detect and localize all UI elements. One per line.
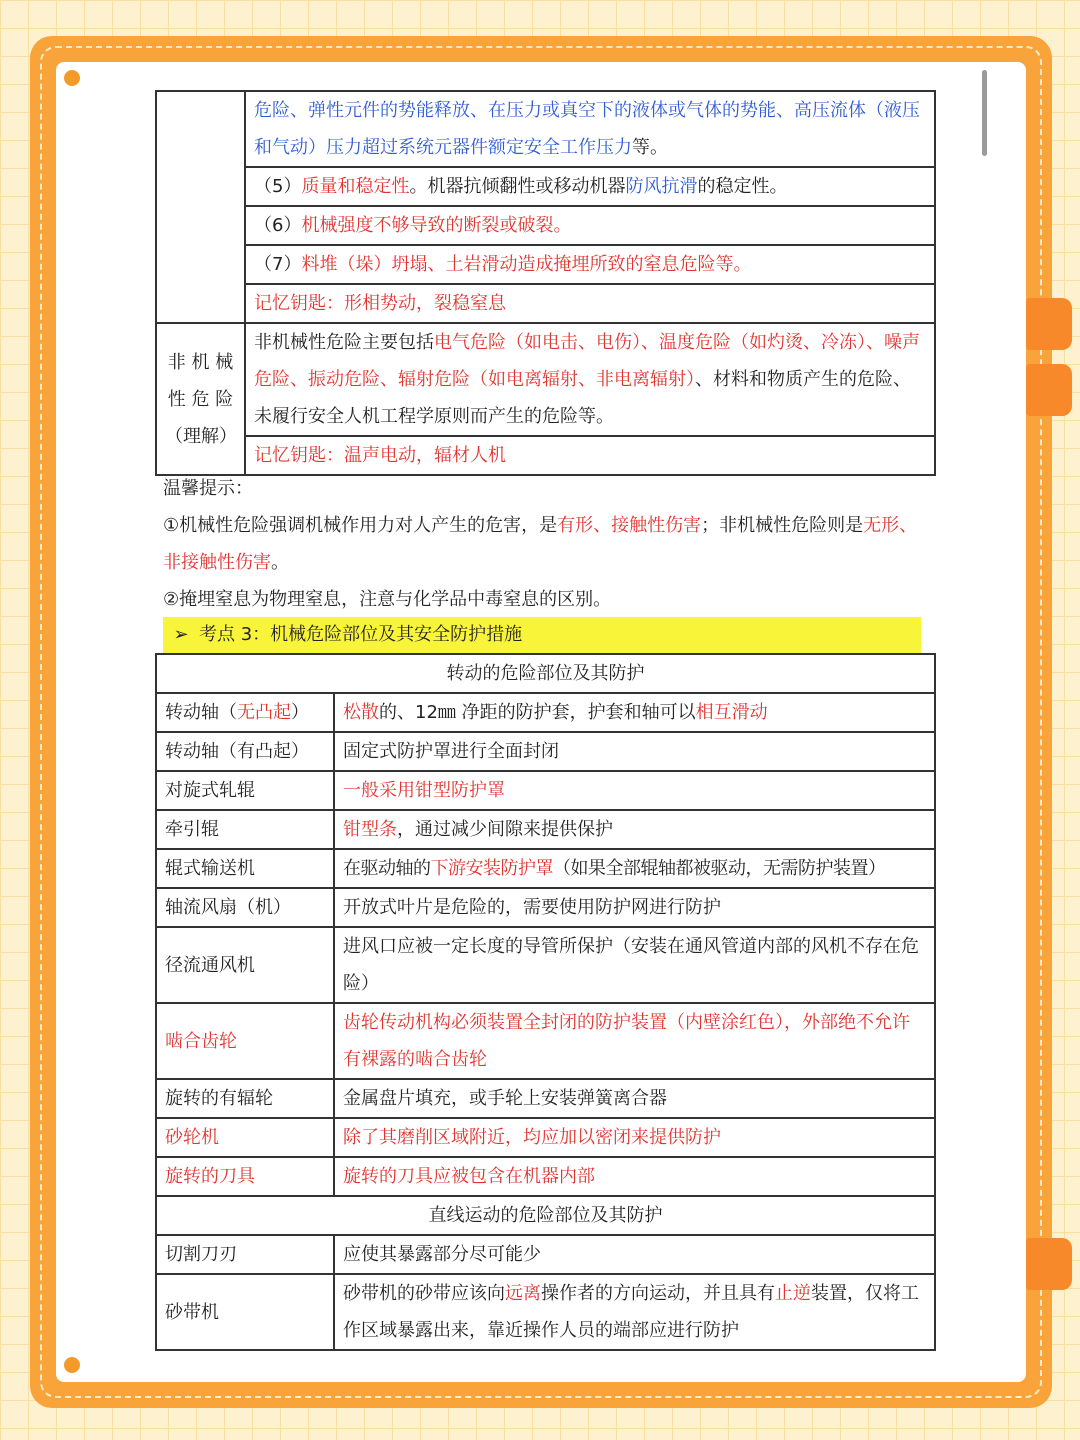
arrow-icon: ➢ — [173, 624, 189, 645]
table-row: 对旋式轧辊 一般采用钳型防护罩 — [156, 771, 935, 810]
table-row: 旋转的有辐轮 金属盘片填充，或手轮上安装弹簧离合器 — [156, 1079, 935, 1118]
side-tab[interactable] — [1026, 1238, 1072, 1290]
tip-1: ①机械性危险强调机械作用力对人产生的危害，是有形、接触性伤害；非机械性危险则是无形、非接触性伤害。 — [163, 515, 918, 573]
tips-title: 温馨提示： — [163, 478, 253, 499]
memory-key-mechanical: 记忆钥匙：形相势动，裂稳窒息 — [245, 284, 935, 323]
side-tab[interactable] — [1026, 298, 1072, 350]
label-cell-empty — [156, 91, 245, 323]
scrollbar[interactable] — [982, 70, 987, 156]
hazard-table — [155, 90, 936, 476]
table-row: 转动轴（有凸起） 固定式防护罩进行全面封闭 — [156, 732, 935, 771]
section-header-linear: 直线运动的危险部位及其防护 — [156, 1196, 935, 1235]
guard-table — [155, 653, 936, 1351]
table-row: 旋转的刀具 旋转的刀具应被包含在机器内部 — [156, 1157, 935, 1196]
hazard-row-stability: （5）质量和稳定性。机器抗倾翻性或移动机器防风抗滑的稳定性。 — [245, 167, 935, 206]
tip-2: ②掩埋窒息为物理窒息，注意与化学品中毒窒息的区别。 — [163, 589, 612, 610]
nonmech-label: 非 机 械 性 危 险 （理解） — [156, 323, 245, 475]
table-row: 切割刀刃 应使其暴露部分尽可能少 — [156, 1235, 935, 1274]
corner-dot-icon — [64, 70, 80, 86]
table-row: 砂轮机 除了其磨削区域附近，均应加以密闭来提供防护 — [156, 1118, 935, 1157]
memory-key-nonmech: 记忆钥匙：温声电动，辐材人机 — [245, 436, 935, 475]
tips-block — [163, 470, 933, 618]
section-heading: ➢ 考点 3：机械危险部位及其安全防护措施 — [163, 617, 921, 653]
corner-dot-icon — [64, 1357, 80, 1373]
table-row: 径流通风机 进风口应被一定长度的导管所保护（安装在通风管道内部的风机不存在危险） — [156, 927, 935, 1003]
table-row: 辊式输送机 在驱动轴的下游安装防护罩（如果全部辊轴都被驱动，无需防护装置） — [156, 849, 935, 888]
hazard-row-pressure: 危险、弹性元件的势能释放、在压力或真空下的液体或气体的势能、高压流体（液压和气动）压力超过系统元器件额定安全工作压力等。 — [245, 91, 935, 167]
table-row: 啮合齿轮 齿轮传动机构必须装置全封闭的防护装置（内壁涂红色），外部绝不允许有裸露的啮合齿轮 — [156, 1003, 935, 1079]
side-tab[interactable] — [1026, 364, 1072, 416]
table-row: 转动轴（无凸起） 松散的、12㎜ 净距的防护套，护套和轴可以相互滑动 — [156, 693, 935, 732]
table-row: 轴流风扇（机） 开放式叶片是危险的，需要使用防护网进行防护 — [156, 888, 935, 927]
table-row: 牵引辊 钳型条，通过减少间隙来提供保护 — [156, 810, 935, 849]
hazard-row-collapse: （7）料堆（垛）坍塌、土岩滑动造成掩埋所致的窒息危险等。 — [245, 245, 935, 284]
hazard-row-strength: （6）机械强度不够导致的断裂或破裂。 — [245, 206, 935, 245]
table-row: 砂带机 砂带机的砂带应该向远离操作者的方向运动，并且具有止逆装置，仅将工作区域暴露出来，靠近操作人员的端部应进行防护 — [156, 1274, 935, 1350]
section-header-rotation: 转动的危险部位及其防护 — [156, 654, 935, 693]
nonmech-description: 非机械性危险主要包括电气危险（如电击、电伤）、温度危险（如灼烫、冷冻）、噪声危险、振动危险、辐射危险（如电离辐射、非电离辐射）、材料和物质产生的危险、未履行安全人机工程学原则而产生的危险等。 — [245, 323, 935, 436]
